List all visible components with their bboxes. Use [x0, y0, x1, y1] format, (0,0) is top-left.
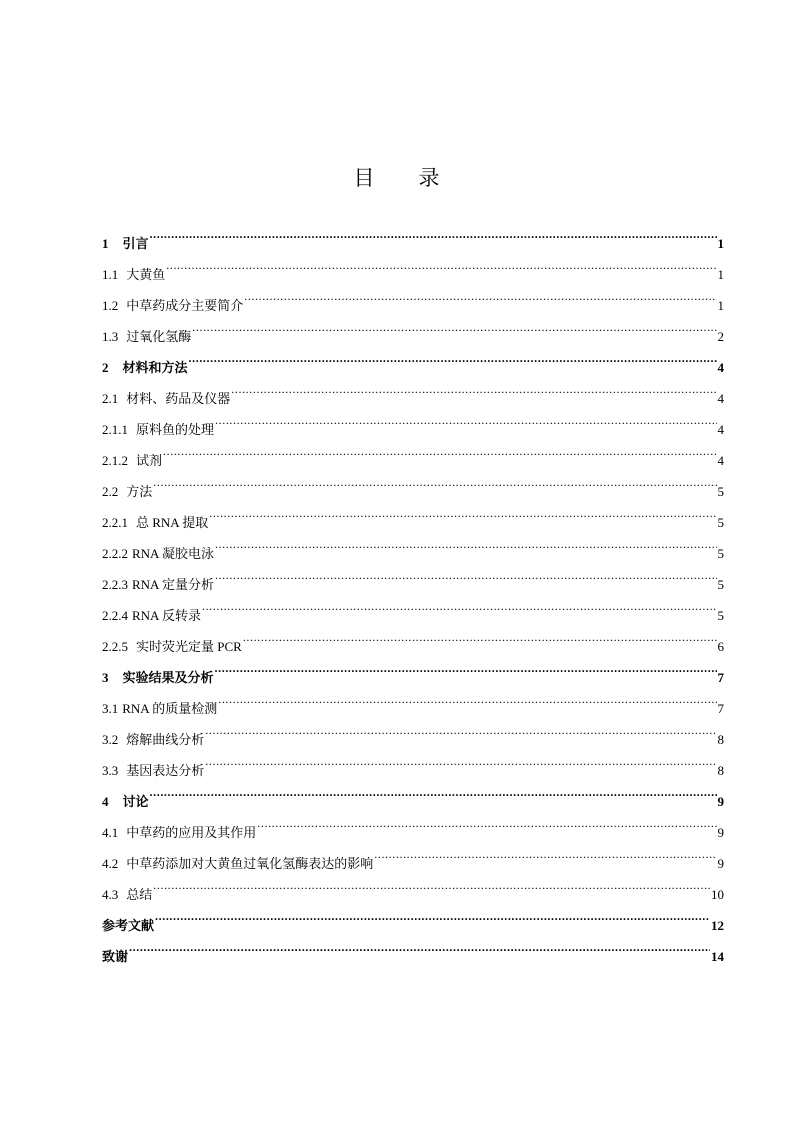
title-right-char: 录 [418, 166, 440, 190]
toc-entry-number: 4.2 [102, 856, 119, 871]
toc-dot-leader [231, 372, 716, 403]
toc-dot-leader [257, 806, 716, 837]
toc-dot-leader [243, 620, 717, 651]
toc-entry-page-number: 4 [717, 360, 724, 375]
toc-entry-number: 2.2.1 [102, 515, 128, 530]
toc-entry-label: 基因表达分析 [126, 763, 205, 778]
toc-entry-label: 过氧化氢酶 [126, 329, 192, 344]
toc-entry[interactable] [102, 341, 724, 375]
toc-entry-label: 熔解曲线分析 [126, 732, 205, 747]
toc-entry[interactable] [102, 279, 724, 313]
toc-entry-page-number: 1 [717, 298, 724, 313]
toc-entry-number: 3 [102, 670, 109, 685]
toc-entry-number: 2.2.4 [102, 608, 128, 623]
toc-entry-page-number: 12 [711, 918, 724, 933]
toc-entry-number: 4 [102, 794, 109, 809]
toc-dot-leader [374, 837, 716, 868]
toc-entry-page-number: 8 [717, 763, 724, 778]
toc-entry-label: 引言 [122, 236, 149, 251]
toc-entry-number: 2.2.3 [102, 577, 128, 592]
toc-entry[interactable] [102, 217, 724, 251]
toc-dot-leader [153, 868, 710, 899]
table-of-contents [102, 217, 724, 964]
toc-entry-page-number: 9 [717, 856, 724, 871]
toc-entry[interactable] [102, 930, 724, 964]
toc-dot-leader [209, 496, 716, 527]
toc-entry-page-number: 4 [717, 453, 724, 468]
toc-entry-page-number: 7 [717, 670, 724, 685]
toc-entry-page-number: 8 [717, 732, 724, 747]
toc-entry-page-number: 14 [711, 949, 724, 964]
toc-dot-leader [166, 248, 716, 279]
toc-entry-page-number: 4 [717, 422, 724, 437]
toc-entry-number: 3.2 [102, 732, 119, 747]
toc-dot-leader [153, 465, 716, 496]
toc-entry[interactable] [102, 806, 724, 840]
toc-entry-label: RNA 定量分析 [132, 577, 214, 592]
toc-entry-page-number: 5 [717, 546, 724, 561]
toc-dot-leader [163, 434, 716, 465]
toc-entry-page-number: 1 [717, 267, 724, 282]
toc-entry-label: RNA 凝胶电泳 [132, 546, 214, 561]
toc-entry-page-number: 5 [717, 515, 724, 530]
toc-dot-leader [129, 930, 710, 961]
toc-dot-leader [192, 310, 716, 341]
toc-entry-number: 3.1 [102, 701, 119, 716]
toc-entry-number: 4.3 [102, 887, 119, 902]
toc-entry[interactable] [102, 372, 724, 406]
toc-entry-page-number: 2 [717, 329, 724, 344]
toc-entry-page-number: 9 [717, 794, 724, 809]
toc-entry-label: RNA 反转录 [132, 608, 201, 623]
toc-entry-label: 大黄鱼 [126, 267, 166, 282]
toc-entry-label: 方法 [126, 484, 153, 499]
toc-dot-leader [215, 527, 717, 558]
toc-entry-label: 总结 [126, 887, 153, 902]
toc-entry[interactable] [102, 899, 724, 933]
toc-entry-number: 1.2 [102, 298, 119, 313]
toc-entry[interactable] [102, 310, 724, 344]
toc-entry-page-number: 6 [717, 639, 724, 654]
toc-entry-number: 1.3 [102, 329, 119, 344]
toc-entry-number: 2.2.5 [102, 639, 128, 654]
toc-entry-label: 材料、药品及仪器 [126, 391, 231, 406]
toc-entry-number: 4.1 [102, 825, 119, 840]
toc-entry-page-number: 10 [711, 887, 724, 902]
toc-entry-page-number: 7 [717, 701, 724, 716]
toc-dot-leader [150, 775, 717, 806]
toc-dot-leader [215, 558, 717, 589]
toc-entry-number: 3.3 [102, 763, 119, 778]
title-left-char: 目 [353, 166, 375, 190]
toc-dot-leader [215, 403, 716, 434]
toc-entry-number: 1 [102, 236, 109, 251]
toc-dot-leader [189, 341, 717, 372]
toc-entry[interactable] [102, 465, 724, 499]
toc-entry-label: 参考文献 [102, 918, 155, 933]
toc-entry-label: 讨论 [122, 794, 149, 809]
toc-entry-page-number: 5 [717, 577, 724, 592]
toc-dot-leader [155, 899, 710, 930]
toc-entry-label: RNA 的质量检测 [122, 701, 218, 716]
toc-entry-number: 2.2 [102, 484, 119, 499]
toc-entry-label: 中草药的应用及其作用 [126, 825, 257, 840]
toc-entry-label: 实验结果及分析 [122, 670, 214, 685]
toc-entry-label: 试剂 [136, 453, 163, 468]
toc-entry-number: 2.2.2 [102, 546, 128, 561]
toc-entry-number: 2.1.1 [102, 422, 128, 437]
toc-entry[interactable] [102, 248, 724, 282]
toc-entry-label: 中草药添加对大黄鱼过氧化氢酶表达的影响 [126, 856, 374, 871]
toc-entry[interactable] [102, 496, 724, 530]
toc-entry-page-number: 1 [717, 236, 724, 251]
toc-entry-label: 材料和方法 [122, 360, 188, 375]
toc-entry-page-number: 9 [717, 825, 724, 840]
toc-dot-leader [205, 713, 716, 744]
toc-entry-label: 致谢 [102, 949, 129, 964]
toc-entry-label: 实时荧光定量 PCR [136, 639, 242, 654]
toc-entry-label: 原料鱼的处理 [136, 422, 215, 437]
toc-entry-page-number: 4 [717, 391, 724, 406]
toc-dot-leader [218, 682, 716, 713]
toc-entry-number: 2.1 [102, 391, 119, 406]
toc-entry-number: 2.1.2 [102, 453, 128, 468]
toc-entry[interactable] [102, 434, 724, 468]
toc-entry[interactable] [102, 868, 724, 902]
toc-dot-leader [150, 217, 717, 248]
toc-entry-page-number: 5 [717, 484, 724, 499]
toc-entry[interactable] [102, 775, 724, 809]
toc-entry-label: 总 RNA 提取 [136, 515, 209, 530]
page-title [0, 164, 793, 192]
toc-dot-leader [205, 744, 716, 775]
toc-entry-label: 中草药成分主要简介 [126, 298, 244, 313]
toc-dot-leader [244, 279, 716, 310]
toc-entry-number: 1.1 [102, 267, 119, 282]
toc-entry-number: 2 [102, 360, 109, 375]
toc-entry-page-number: 5 [717, 608, 724, 623]
toc-dot-leader [215, 651, 717, 682]
toc-dot-leader [202, 589, 717, 620]
